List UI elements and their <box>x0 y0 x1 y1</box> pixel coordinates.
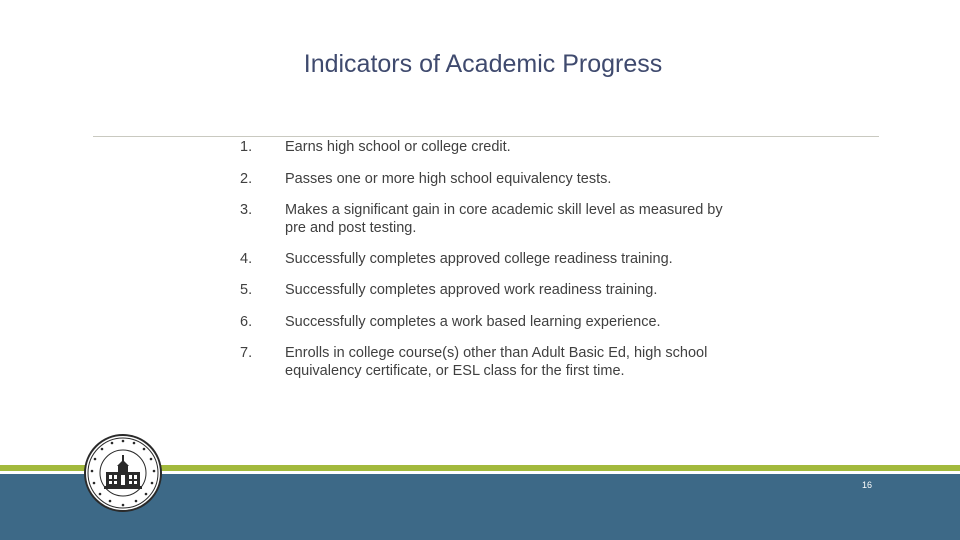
department-seal-logo <box>84 434 162 512</box>
item-text: Successfully completes approved college readiness training. <box>285 251 673 267</box>
item-number: 4. <box>240 251 253 267</box>
item-number: 5. <box>240 282 253 298</box>
item-number: 7. <box>240 345 253 361</box>
item-text: Passes one or more high school equivalency tests. <box>285 171 612 187</box>
item-number: 6. <box>240 314 253 330</box>
item-number: 1. <box>240 139 253 155</box>
item-number: 3. <box>240 202 253 218</box>
page-number: 16 <box>862 480 873 490</box>
item-text: Makes a significant gain in core academic skill level as measured by pre and post testing. <box>285 202 723 236</box>
item-text: Successfully completes approved work readiness training. <box>285 282 658 298</box>
item-text: Earns high school or college credit. <box>285 139 511 155</box>
item-text: Enrolls in college course(s) other than Adult Basic Ed, high school equivalency certificate, or ESL class for the first time. <box>285 345 708 379</box>
item-number: 2. <box>240 171 253 187</box>
title-divider <box>93 136 879 137</box>
slide-title: Indicators of Academic Progress <box>303 50 663 78</box>
item-text: Successfully completes a work based learning experience. <box>285 314 661 330</box>
